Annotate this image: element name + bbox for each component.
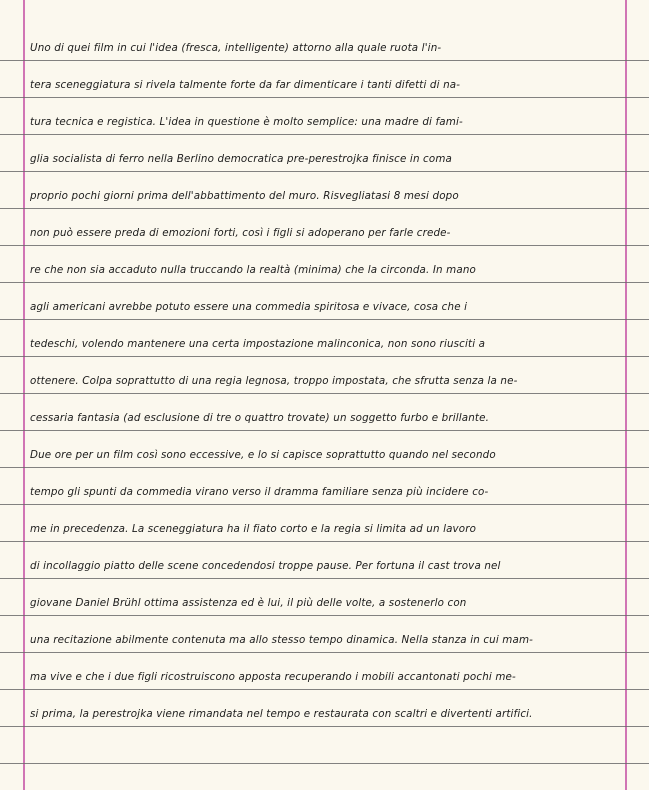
text-line: tera sceneggiatura si rivela talmente forte da far dimenticare i tanti difetti di na- [30, 79, 461, 91]
text-line: Due ore per un film così sono eccessive, e lo si capisce soprattutto quando nel secondo [30, 449, 496, 461]
text-line: Uno di quei film in cui l'idea (fresca, intelligente) attorno alla quale ruota l'in- [30, 42, 442, 54]
text-line: si prima, la perestrojka viene rimandata nel tempo e restaurata con scaltri e divertenti artifici. [30, 708, 533, 720]
text-line: agli americani avrebbe potuto essere una commedia spiritosa e vivace, cosa che i [30, 301, 468, 313]
text-line: ottenere. Colpa soprattutto di una regia legnosa, troppo impostata, che sfrutta senza la ne- [30, 375, 518, 387]
text-line: non può essere preda di emozioni forti, così i figli si adoperano per farle crede- [30, 227, 451, 239]
text-line: giovane Daniel Brühl ottima assistenza ed è lui, il più delle volte, a sostenerlo con [30, 597, 467, 609]
text-line: tura tecnica e registica. L'idea in questione è molto semplice: una madre di fami- [30, 116, 463, 128]
text-line: re che non sia accaduto nulla truccando la realtà (minima) che la circonda. In mano [30, 264, 476, 276]
text-line: una recitazione abilmente contenuta ma allo stesso tempo dinamica. Nella stanza in cui mam- [30, 634, 534, 646]
text-line: ma vive e che i due figli ricostruiscono apposta recuperando i mobili accantonati pochi me- [30, 671, 516, 683]
text-line: tedeschi, volendo mantenere una certa impostazione malinconica, non sono riusciti a [30, 338, 486, 350]
text-line: glia socialista di ferro nella Berlino democratica pre-perestrojka finisce in coma [30, 153, 453, 165]
text-line: di incollaggio piatto delle scene concedendosi troppe pause. Per fortuna il cast trova nel [30, 560, 501, 572]
ruled-line [0, 763, 649, 764]
right-margin-rule [625, 0, 627, 790]
text-line: tempo gli spunti da commedia virano verso il dramma familiare senza più incidere co- [30, 486, 489, 498]
text-line: me in precedenza. La sceneggiatura ha il fiato corto e la regia si limita ad un lavoro [30, 523, 477, 535]
text-line: cessaria fantasia (ad esclusione di tre o quattro trovate) un soggetto furbo e brillante. [30, 412, 490, 424]
text-line: proprio pochi giorni prima dell'abbattimento del muro. Risvegliatasi 8 mesi dopo [30, 190, 459, 202]
left-margin-rule [23, 0, 25, 790]
